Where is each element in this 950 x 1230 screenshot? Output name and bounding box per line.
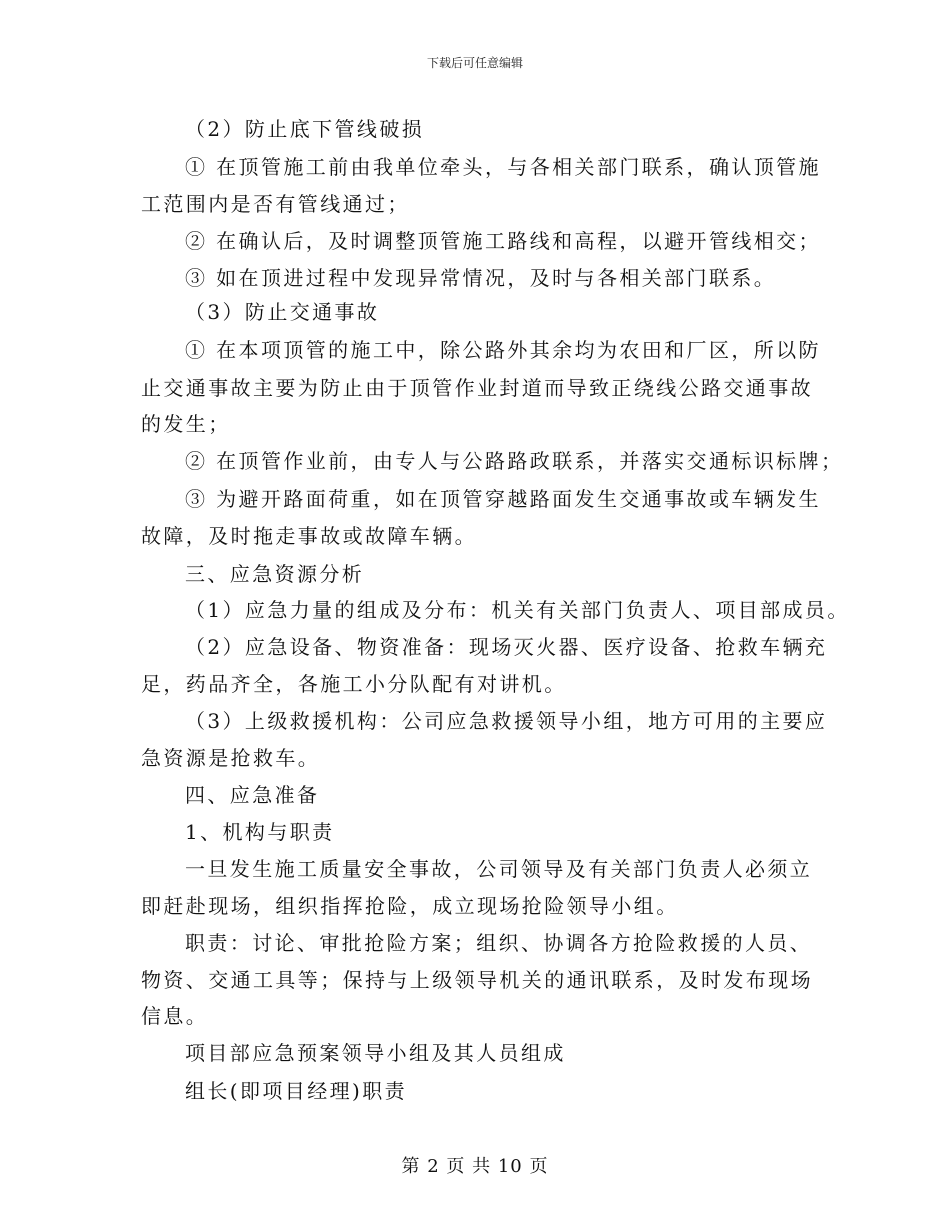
text-line: 即赶赴现场，组织指挥抢险，成立现场抢险领导小组。 — [141, 894, 679, 918]
page-header-note: 下载后可任意编辑 — [426, 56, 523, 70]
text-line: ① 在顶管施工前由我单位牵头，与各相关部门联系，确认顶管施 — [185, 155, 821, 179]
page-number-footer: 第 2 页 共 10 页 — [401, 1156, 549, 1177]
subsection-heading: 1、机构与职责 — [185, 820, 335, 844]
text-line: （3）上级救援机构：公司应急救援领导小组，地方可用的主要应 — [185, 709, 828, 733]
text-line: ③ 为避开路面荷重，如在顶管穿越路面发生交通事故或车辆发生 — [185, 487, 821, 511]
text-line: ② 在确认后，及时调整顶管施工路线和高程，以避开管线相交； — [185, 229, 821, 253]
text-line: （2）应急设备、物资准备：现场灭火器、医疗设备、抢救车辆充 — [185, 635, 828, 659]
text-line: 的发生； — [141, 412, 231, 436]
text-line: 职责：讨论、审批抢险方案；组织、协调各方抢险救援的人员、 — [185, 931, 813, 955]
text-line: （1）应急力量的组成及分布：机关有关部门负责人、项目部成员。 — [185, 598, 850, 622]
text-line: ① 在本项顶管的施工中，除公路外其余均为农田和厂区，所以防 — [185, 338, 821, 362]
text-line: 工范围内是否有管线通过； — [141, 192, 410, 216]
text-line: （3）防止交通事故 — [185, 300, 380, 324]
text-line: ② 在顶管作业前，由专人与公路路政联系，并落实交通标识标牌； — [185, 449, 844, 473]
text-line: 止交通事故主要为防止由于顶管作业封道而导致正绕线公路交通事故 — [141, 376, 813, 400]
text-line: （2）防止底下管线破损 — [185, 117, 425, 141]
text-line: 故障，及时拖走事故或故障车辆。 — [141, 524, 477, 548]
text-line: 足，药品齐全，各施工小分队配有对讲机。 — [141, 672, 567, 696]
text-line: 信息。 — [141, 1004, 209, 1028]
text-line: 急资源是抢救车。 — [141, 746, 321, 770]
section-heading: 三、应急资源分析 — [185, 562, 365, 586]
text-line: 项目部应急预案领导小组及其人员组成 — [185, 1041, 566, 1065]
text-line: ③ 如在顶进过程中发现异常情况，及时与各相关部门联系。 — [185, 266, 777, 290]
text-line: 一旦发生施工质量安全事故，公司领导及有关部门负责人必须立 — [185, 857, 813, 881]
text-line: 物资、交通工具等；保持与上级领导机关的通讯联系，及时发布现场 — [141, 968, 813, 992]
section-heading: 四、应急准备 — [185, 783, 320, 807]
text-line: 组长(即项目经理)职责 — [185, 1079, 408, 1103]
